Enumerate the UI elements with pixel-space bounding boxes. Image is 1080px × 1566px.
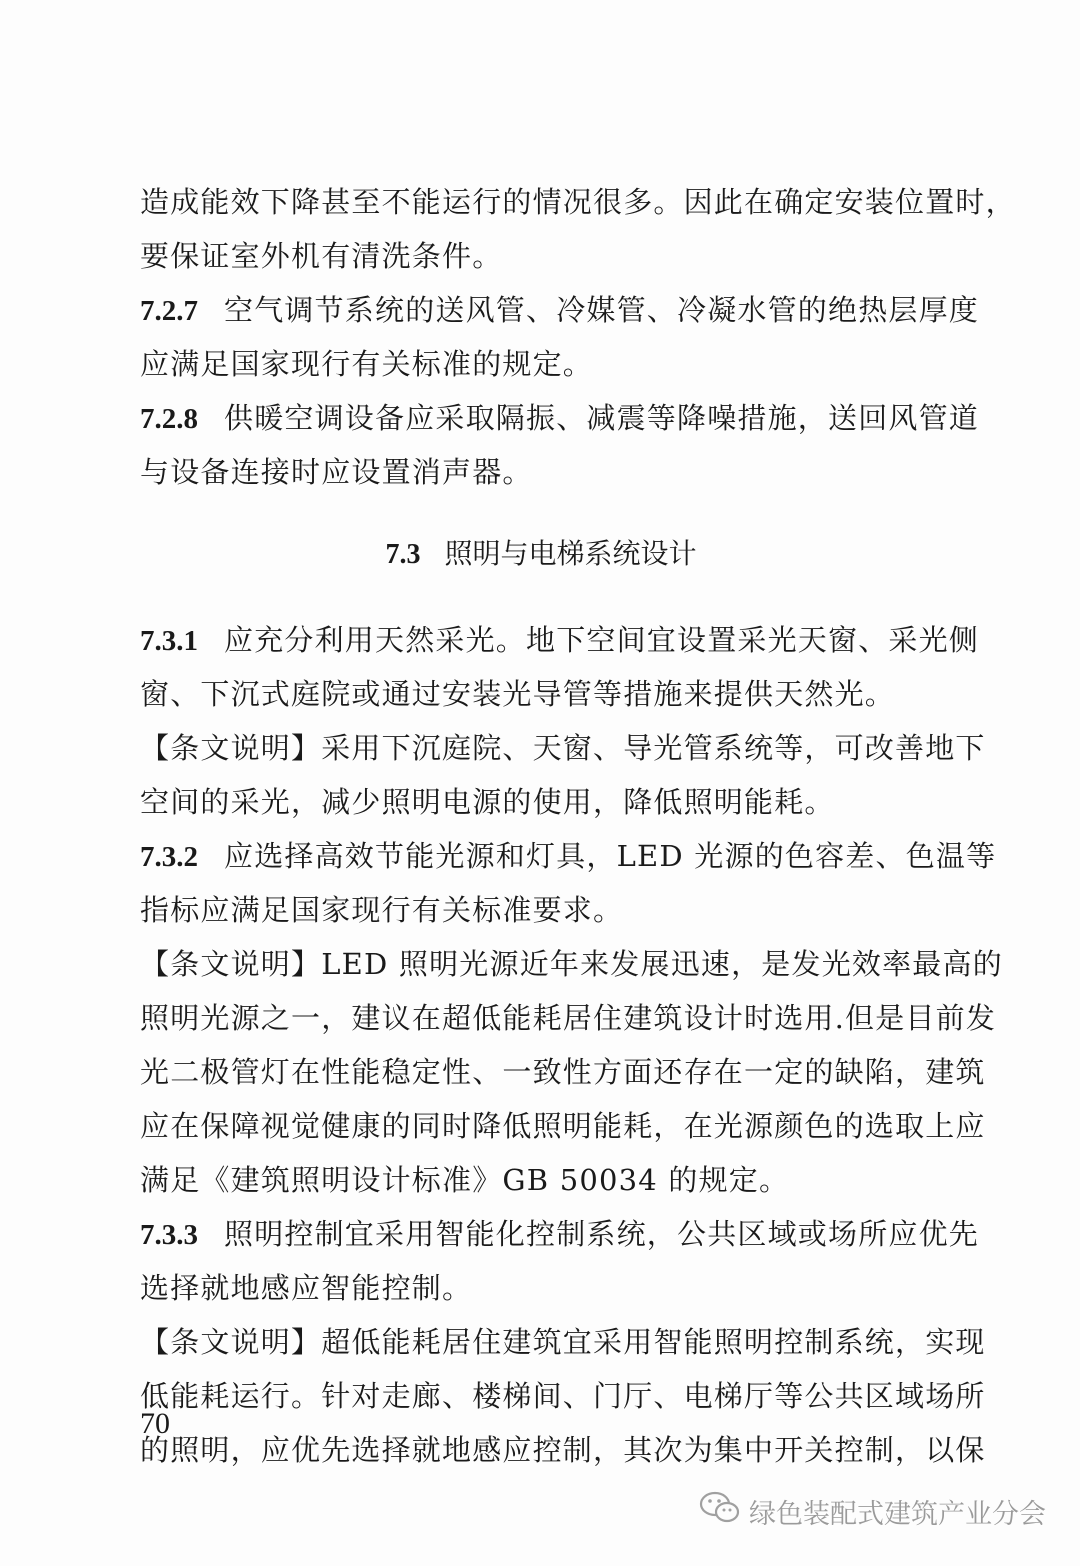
clause-7-2-7-line: 应满足国家现行有关标准的规定。 (140, 347, 594, 381)
clause-note-line: 满足《建筑照明设计标准》GB 50034 的规定。 (140, 1163, 790, 1197)
note-label: 【条文说明】 (140, 947, 322, 981)
clause-number: 7.2.8 (140, 403, 198, 435)
clause-note-line: 照明光源之一，建议在超低能耗居住建筑设计时选用.但是目前发 (140, 1001, 997, 1035)
clause-text: 应充分利用天然采光。地下空间宜设置采光天窗、采光侧 (224, 623, 980, 657)
paragraph-line: 造成能效下降甚至不能运行的情况很多。因此在确定安装位置时， (140, 185, 1016, 219)
clause-note-line: 空间的采光，减少照明电源的使用，降低照明能耗。 (140, 785, 835, 819)
note-label: 【条文说明】 (140, 731, 322, 765)
clause-note-line: 应在保障视觉健康的同时降低照明能耗，在光源颜色的选取上应 (140, 1109, 986, 1143)
wechat-icon (699, 1490, 741, 1533)
paragraph-line: 要保证室外机有清洗条件。 (140, 239, 503, 273)
clause-7-3-1-line (140, 613, 980, 667)
clause-7-2-7-line (140, 283, 980, 337)
clause-number: 7.3.3 (140, 1219, 198, 1251)
clause-text: 供暖空调设备应采取隔振、减震等降噪措施，送回风管道 (224, 401, 980, 435)
clause-7-3-2-line: 指标应满足国家现行有关标准要求。 (140, 893, 624, 927)
clause-7-3-3-line (140, 1207, 980, 1261)
clause-7-3-3-line: 选择就地感应智能控制。 (140, 1271, 473, 1305)
section-title: 照明与电梯系统设计 (444, 537, 697, 570)
watermark (699, 1490, 1046, 1533)
page-number: 70 (140, 1407, 170, 1440)
clause-number: 7.3.1 (140, 625, 198, 657)
clause-note-line: 光二极管灯在性能稳定性、一致性方面还存在一定的缺陷，建筑 (140, 1055, 986, 1089)
section-number: 7.3 (385, 539, 421, 570)
note-label: 【条文说明】 (140, 1325, 322, 1359)
section-heading (140, 527, 942, 581)
clause-note-line (140, 937, 1003, 991)
clause-text: 空气调节系统的送风管、冷媒管、冷凝水管的绝热层厚度 (224, 293, 980, 327)
note-text: LED 照明光源近年来发展迅速，是发光效率最高的 (321, 947, 1003, 981)
document-body (140, 175, 1016, 1477)
note-text: 超低能耗居住建筑宜采用智能照明控制系统，实现 (321, 1325, 986, 1359)
clause-note-line: 低能耗运行。针对走廊、楼梯间、门厅、电梯厅等公共区域场所 (140, 1379, 986, 1413)
clause-7-2-8-line: 与设备连接时应设置消声器。 (140, 455, 533, 489)
clause-number: 7.2.7 (140, 295, 198, 327)
clause-note-line: 的照明，应优先选择就地感应控制，其次为集中开关控制，以保 (140, 1433, 986, 1467)
clause-number: 7.3.2 (140, 841, 198, 873)
clause-7-2-8-line (140, 391, 980, 445)
watermark-text: 绿色装配式建筑产业分会 (749, 1499, 1046, 1530)
clause-7-3-2-line (140, 829, 997, 883)
clause-text: 应选择高效节能光源和灯具，LED 光源的色容差、色温等 (224, 839, 997, 873)
clause-note-line (140, 721, 986, 775)
note-text: 采用下沉庭院、天窗、导光管系统等，可改善地下 (321, 731, 986, 765)
clause-text: 照明控制宜采用智能化控制系统，公共区域或场所应优先 (224, 1217, 980, 1251)
clause-note-line (140, 1315, 986, 1369)
clause-7-3-1-line: 窗、下沉式庭院或通过安装光导管等措施来提供天然光。 (140, 677, 896, 711)
